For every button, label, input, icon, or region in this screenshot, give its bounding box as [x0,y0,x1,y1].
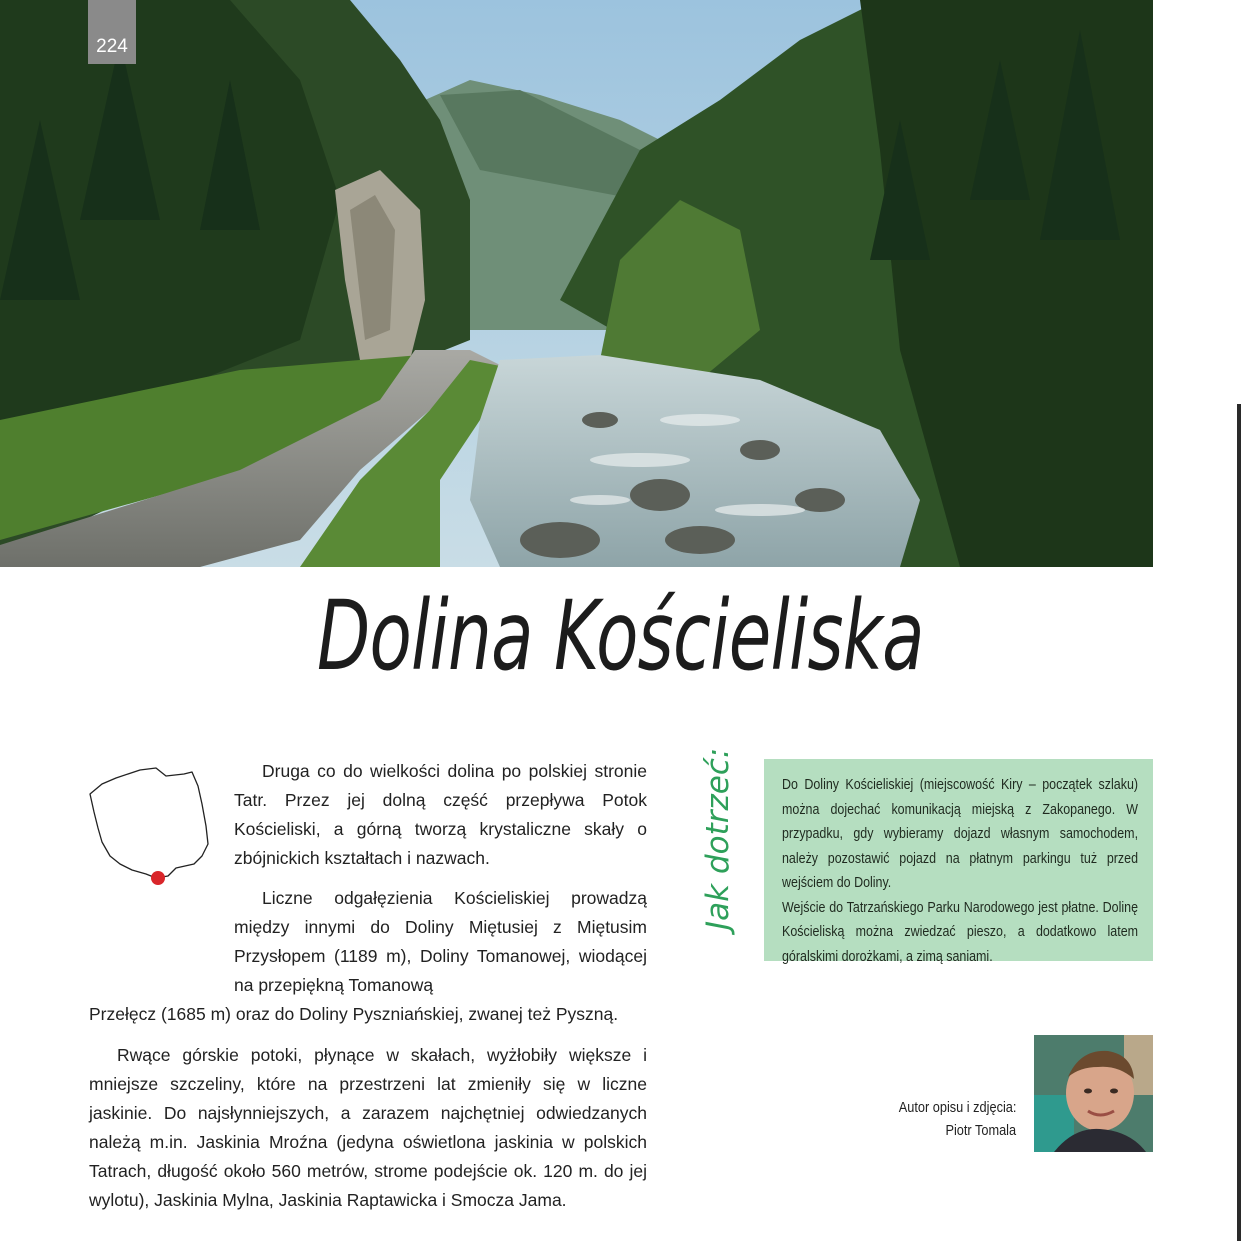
author-label: Autor opisu i zdjęcia: [898,1099,1016,1116]
page-number: 224 [88,0,136,64]
how-to-get-paragraph: Wejście do Tatrzańskiego Parku Narodowego jest płatne. Dolinę Kościeliską można zwiedzać pieszo, a dodatkowo latem góralskimi dorożkami, a zimą saniami. [782,899,1139,965]
how-to-get-box [764,759,1153,965]
how-to-get-heading-text: Jak dotrzeć: [700,747,736,930]
article-paragraph-text: Liczne odgałęzienia Kościeliskiej prowadzą między innymi do Doliny Miętusiej z Miętusim Przysłopem (1189 m), Doliny Tomanowej, wiodącej na przepiękną Tomanową [234,888,647,995]
author-name: Piotr Tomala [945,1122,1016,1139]
how-to-get-heading [700,747,740,930]
hero-photo-valley [0,0,1153,567]
page-title: Dolina Kościeliska [316,580,924,692]
article-paragraph [89,757,647,873]
author-credit [860,1096,1016,1142]
article-paragraph-text: Rwące górskie potoki, płynące w skałach, wyżłobiły większe i mniejsze szczeliny, które na przestrzeni lat zmieniły się w liczne jaskinie. Do najsłynniejszych, a zarazem najchętniej odwiedzanych należą m.in. Jaskinia Mroźna (jedyna oświetlona jaskinia w polskich Tatrach, długość około 560 metrów, strome podejście ok. 120 m. do jej wylotu), Jaskinia Mylna, Jaskinia Raptawicka i Smocza Jama. [89,1045,647,1210]
article-paragraph [89,1000,647,1029]
valley-landscape-illustration [0,0,1153,567]
article-paragraph-text: Przełęcz (1685 m) oraz do Doliny Pyszniańskiej, zwanej też Pyszną. [89,1004,619,1024]
article-paragraph [89,884,647,1000]
author-photo [1034,1035,1153,1152]
article-body [89,757,647,1226]
article-paragraph-text: Druga co do wielkości dolina po polskiej stronie Tatr. Przez jej dolną część przepływa Potok Kościeliski, a górną tworzą krystaliczne skały o zbójnickich kształtach i nazwach. [234,761,647,868]
article-paragraph [89,1041,647,1215]
page-edge [1237,404,1241,1241]
how-to-get-paragraph: Do Doliny Kościeliskiej (miejscowość Kiry – początek szlaku) można dojechać komunikacją miejską z Zakopanego. W przypadku, gdy wybieramy dojazd własnym samochodem, należy pozostawić pojazd na płatnym parkingu tuż przed wejściem do Doliny. [782,777,1139,891]
